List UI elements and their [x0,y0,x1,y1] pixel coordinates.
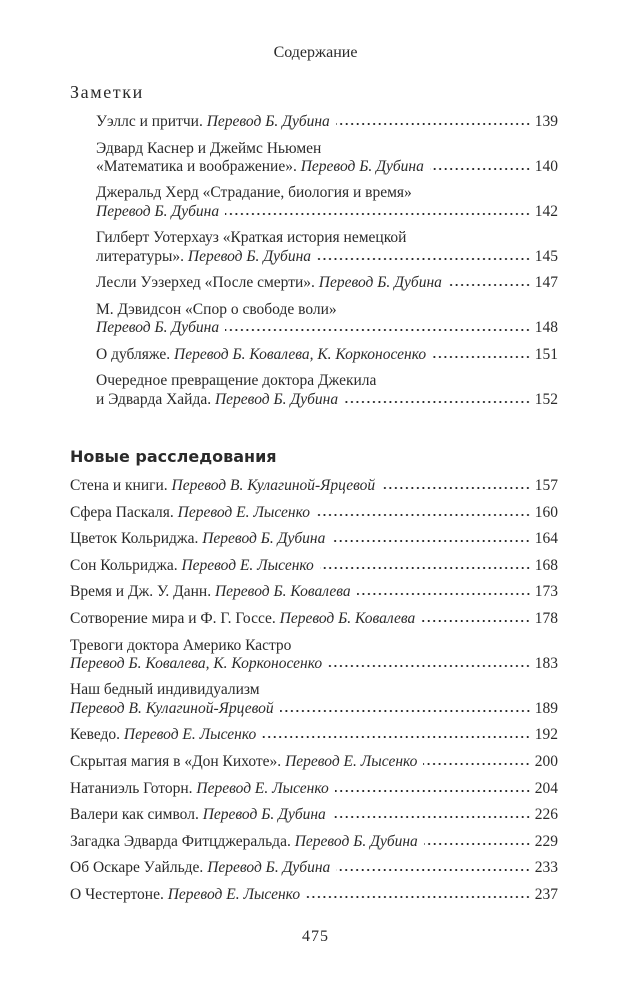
entry-title: Валери как символ. [70,806,199,824]
dot-leader [316,507,531,517]
entry-row [96,346,558,364]
toc-entry[interactable] [70,806,558,824]
entry-row [70,753,558,771]
entry-title: литературы». [96,247,185,265]
entry-translator: Перевод Е. Лысенко [177,503,311,521]
entry-page-number[interactable]: 164 [534,530,558,548]
entry-translator: Перевод Б. Ковалева, К. Корконосенко [174,345,427,363]
entry-title: Время и Дж. У. Данн. [70,583,212,601]
entry-translator: Перевод Б. Дубина [187,247,312,265]
entry-translator: Перевод Е. Лысенко [167,885,301,903]
entry-text [70,504,310,522]
entry-page-number[interactable]: 140 [534,157,558,175]
entry-text [70,780,329,798]
entry-row [70,833,558,851]
entry-row [96,248,558,266]
entry-title: Об Оскаре Уайльде. [70,859,204,877]
entry-page-number[interactable]: 233 [534,859,558,877]
entry-row [70,780,558,798]
entry-page-number[interactable]: 148 [534,319,558,337]
toc-entry[interactable] [96,274,558,292]
entry-text [70,859,330,877]
entry-translator: Перевод Е. Лысенко [285,752,418,770]
toc-entry[interactable] [70,726,558,744]
entry-title: Скрытая магия в «Дон Кихоте». [70,752,282,770]
dot-leader [280,703,531,713]
dot-leader [336,862,530,872]
entry-page-number[interactable]: 151 [534,345,558,363]
dot-leader [424,836,531,846]
entry-page-number[interactable]: 160 [534,503,558,521]
entry-title: Сфера Паскаля. [70,503,174,521]
entry-text [70,700,274,718]
entry-row [96,391,558,409]
entry-row [70,806,558,824]
dot-leader [331,533,530,543]
entry-page-number[interactable]: 142 [534,202,558,220]
dot-leader [336,116,531,126]
toc-entry[interactable] [96,184,558,221]
entry-row [70,726,558,744]
dot-leader [430,161,531,171]
toc-entry[interactable] [96,229,558,266]
entry-text [96,158,424,176]
entry-title-line: Гилберт Уотерхауз «Краткая история немецкой [96,229,407,247]
dot-leader [317,251,531,261]
dot-leader [225,206,531,216]
entry-title: Стена и книги. [70,477,168,494]
entry-text [96,346,426,364]
entry-row [70,557,558,575]
entry-page-number[interactable]: 183 [534,654,558,672]
toc-entry[interactable] [70,557,558,575]
entry-row [96,113,558,131]
entry-row [70,700,558,718]
entry-text [70,753,417,771]
entry-title: Лесли Уэзерхед «После смерти». [96,274,315,292]
entry-row [70,610,558,628]
entry-translator: Перевод Б. Ковалева [279,609,416,627]
entry-translator: Перевод Е. Лысенко [196,779,329,797]
entry-translator: Перевод Е. Лысенко [181,556,314,574]
entry-row [96,158,558,176]
dot-leader [262,729,530,739]
entry-title: Кеведо. [70,726,121,744]
entry-translator: Перевод В. Кулагиной-Ярцевой [70,699,274,717]
entry-page-number[interactable]: 189 [534,699,558,717]
entry-title: Сон Кольриджа. [70,556,178,574]
entry-title-line: Джеральд Херд «Страдание, биология и время» [96,184,412,202]
entry-text [70,583,351,601]
section-title-notes: Заметки [70,82,144,102]
toc-entry[interactable] [96,113,558,131]
entry-row [70,583,558,601]
entry-title-line: М. Дэвидсон «Спор о свободе воли» [96,300,337,318]
entry-text [70,530,325,548]
entry-title: Цветок Кольриджа. [70,530,199,548]
entry-page-number[interactable]: 229 [534,832,558,850]
entry-text [70,726,256,744]
entry-text [96,274,442,292]
entry-translator: Перевод Б. Ковалева, К. Корконосенко [70,654,323,672]
entry-row [96,203,558,221]
entry-row [96,319,558,337]
entry-translator: Перевод Б. Дубина [318,274,442,292]
dot-leader [328,658,531,668]
dot-leader [335,783,531,793]
entry-row [70,477,558,495]
entry-row [70,504,558,522]
entry-title: «Математика и воображение». [96,157,297,175]
entry-row [70,655,558,673]
entry-title-line: Эдвард Каснер и Джеймс Ньюмен [96,139,322,157]
entry-page-number[interactable]: 139 [534,113,558,130]
entry-text [70,833,418,851]
entry-translator: Перевод Б. Дубина [207,859,331,877]
dot-leader [381,480,531,490]
dot-leader [225,322,531,332]
entry-title: Сотворение мира и Ф. Г. Госсе. [70,609,276,627]
running-head: Содержание [273,44,358,61]
toc-entry[interactable] [70,530,558,548]
page-number: 475 [302,928,329,945]
dot-leader [320,560,531,570]
toc-entry[interactable] [70,833,558,851]
entry-translator: Перевод Е. Лысенко [123,726,257,744]
entry-translator: Перевод Б. Дубина [96,202,220,220]
entry-text [70,655,322,673]
entry-text [96,319,219,337]
entry-row [70,886,558,904]
toc-entry[interactable] [96,301,558,338]
dot-leader [332,809,531,819]
toc-entry[interactable] [70,780,558,798]
toc-entry[interactable] [70,610,558,628]
toc-list-notes [96,113,558,417]
toc-entry[interactable] [70,504,558,522]
entry-text [70,557,314,575]
entry-row [70,530,558,548]
entry-title-line: Тревоги доктора Америко Кастро [70,636,292,654]
entry-title: О Честертоне. [70,885,164,903]
entry-page-number[interactable]: 147 [534,274,558,292]
toc-entry[interactable] [70,859,558,877]
dot-leader [423,756,530,766]
entry-text [96,113,330,131]
toc-entry[interactable] [96,140,558,177]
entry-translator: Перевод Б. Дубина [300,157,424,175]
toc-entry[interactable] [96,372,558,409]
dot-leader [357,586,531,596]
entry-page-number[interactable]: 145 [534,247,558,265]
entry-text [96,391,338,409]
entry-page-number[interactable]: 204 [534,779,558,797]
entry-title: и Эдварда Хайда. [96,390,212,408]
toc-entry[interactable] [70,477,558,495]
toc-entry[interactable] [70,886,558,904]
entry-text [96,203,219,221]
entry-title: Натаниэль Готорн. [70,779,193,797]
entry-translator: Перевод Б. Дубина [202,530,326,548]
entry-page-number[interactable]: 192 [534,726,558,744]
entry-page-number[interactable]: 200 [534,752,558,770]
entry-page-number[interactable]: 226 [534,806,558,824]
toc-list-new-inquisitions [70,477,558,913]
entry-translator: Перевод Б. Дубина [96,319,220,337]
dot-leader [344,394,531,404]
entry-title: О дубляже. [96,345,171,363]
entry-translator: Перевод Б. Дубина [202,806,326,824]
entry-title: Уэллс и притчи. [96,113,203,130]
entry-text [70,610,415,628]
entry-page-number[interactable]: 173 [534,583,558,601]
entry-page-number[interactable]: 157 [534,477,558,494]
entry-page-number[interactable]: 178 [534,609,558,627]
section-title-new-inquisitions: Новые расследования [70,447,277,466]
entry-text [70,806,326,824]
dot-leader [448,277,531,287]
dot-leader [432,349,531,359]
entry-text [96,248,311,266]
toc-entry[interactable] [70,583,558,601]
entry-translator: Перевод В. Кулагиной-Ярцевой [171,477,376,494]
entry-row [96,274,558,292]
entry-title-line: Наш бедный индивидуализм [70,681,260,699]
entry-title: Загадка Эдварда Фитцджеральда. [70,832,291,850]
entry-translator: Перевод Б. Дубина [206,113,330,130]
entry-page-number[interactable]: 237 [534,885,558,903]
entry-page-number[interactable]: 168 [534,556,558,574]
entry-translator: Перевод Б. Дубина [214,390,339,408]
toc-entry[interactable] [70,753,558,771]
dot-leader [421,613,530,623]
dot-leader [306,889,531,899]
toc-entry[interactable] [70,637,558,674]
entry-row [70,859,558,877]
entry-translator: Перевод Б. Дубина [294,832,418,850]
entry-text [70,477,375,495]
entry-page-number[interactable]: 152 [534,390,558,408]
toc-entry[interactable] [70,681,558,718]
entry-text [70,886,300,904]
entry-translator: Перевод Б. Ковалева [214,583,351,601]
toc-entry[interactable] [96,346,558,364]
entry-title-line: Очередное превращение доктора Джекила [96,372,377,390]
